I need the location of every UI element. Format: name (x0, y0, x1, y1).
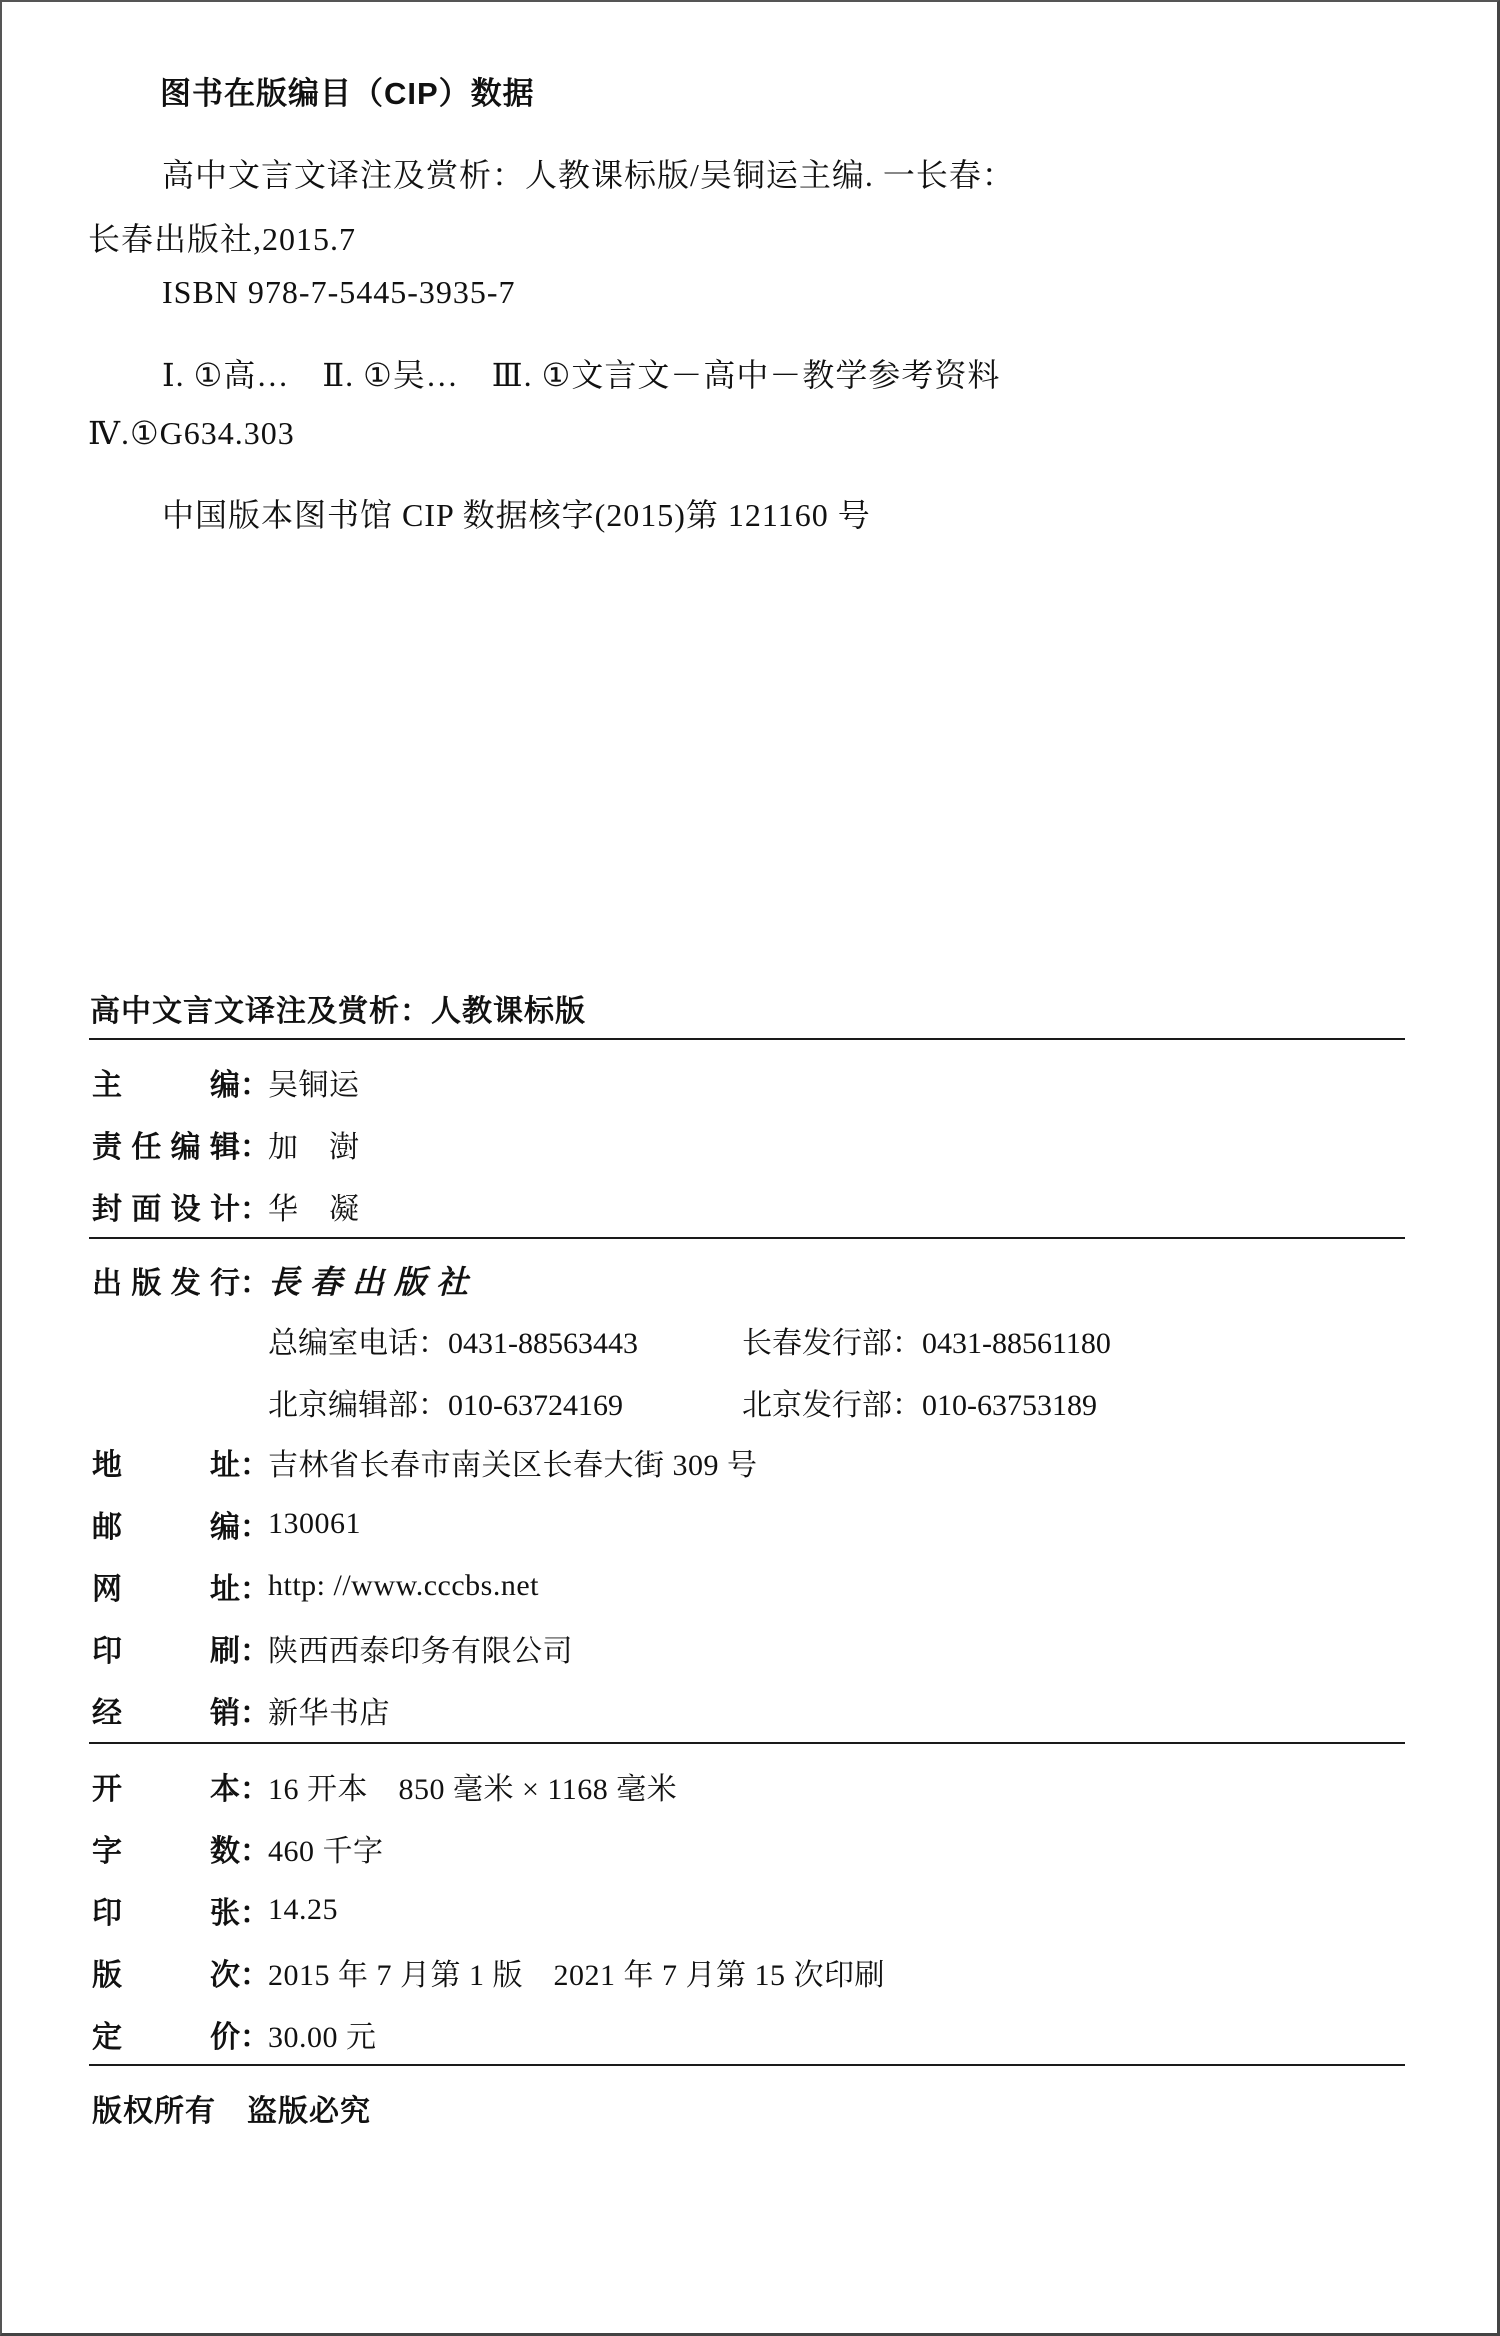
field-value: 陕西西泰印务有限公司 (268, 1635, 573, 1668)
spec-price: 定 价 ： 30.00 元 (92, 2014, 377, 2054)
credit-editor-in-chief: 主 编 ： 吴铜运 (92, 1062, 360, 1102)
divider (89, 2064, 1405, 2066)
field-value: 16 开本 850 毫米 × 1168 毫米 (268, 1773, 678, 1806)
field-value: 130061 (268, 1507, 361, 1540)
phone-number: 010-63753189 (922, 1389, 1097, 1422)
field-label: 网 址 (92, 1573, 240, 1606)
divider (89, 1038, 1405, 1040)
contact-line: 北京发行部：010-63753189 (742, 1389, 1097, 1422)
publisher-row: 出 版 发 行 ： 長春出版社 (92, 1260, 478, 1300)
publisher-logo: 長春出版社 (268, 1263, 479, 1301)
field-label: 地 址 (92, 1449, 240, 1482)
spec-printed-sheets: 印 张 ： 14.25 (92, 1890, 338, 1930)
spec-format: 开 本 ： 16 开本 850 毫米 × 1168 毫米 (92, 1766, 677, 1806)
detail-website: 网 址 ： http: //www.cccbs.net (92, 1566, 539, 1606)
field-value: 30.00 元 (268, 2021, 377, 2054)
field-label: 责 任 编 辑 (92, 1131, 240, 1164)
divider (89, 1742, 1405, 1744)
cip-classification-cont: Ⅳ.①G634.303 (88, 415, 295, 451)
divider (89, 1237, 1405, 1239)
detail-address: 地 址 ： 吉林省长春市南关区长春大街 309 号 (92, 1442, 758, 1482)
field-value: 14.25 (268, 1893, 338, 1926)
detail-postcode: 邮 编 ： 130061 (92, 1504, 361, 1544)
contact-line: 北京编辑部：010-63724169 (268, 1389, 623, 1422)
field-value: 华 凝 (268, 1193, 360, 1226)
phone-number: 010-63724169 (448, 1389, 623, 1422)
cip-isbn: ISBN 978-7-5445-3935-7 (162, 274, 516, 310)
spec-word-count: 字 数 ： 460 千字 (92, 1828, 384, 1868)
field-label: 定 价 (92, 2021, 240, 2054)
book-title: 高中文言文译注及赏析：人教课标版 (90, 995, 586, 1028)
field-value: 新华书店 (268, 1697, 390, 1730)
field-label: 封 面 设 计 (92, 1193, 240, 1226)
contact-line: 长春发行部：0431-88561180 (742, 1327, 1111, 1360)
detail-printer: 印 刷 ： 陕西西泰印务有限公司 (92, 1628, 573, 1668)
cip-title-line: 高中文言文译注及赏析：人教课标版/吴铜运主编. 一长春： (162, 157, 1015, 193)
field-value: 加 澍 (268, 1131, 360, 1164)
field-label: 印 张 (92, 1897, 240, 1930)
field-label: 开 本 (92, 1773, 240, 1806)
detail-distributor: 经 销 ： 新华书店 (92, 1690, 390, 1730)
phone-number: 0431-88561180 (922, 1327, 1111, 1360)
field-value: 吴铜运 (268, 1069, 360, 1102)
copyright-notice: 版权所有 盗版必究 (92, 2095, 371, 2128)
field-label: 主 编 (92, 1069, 240, 1102)
spec-edition: 版 次 ： 2015 年 7 月第 1 版 2021 年 7 月第 15 次印刷 (92, 1952, 885, 1992)
field-label: 印 刷 (92, 1635, 240, 1668)
field-value: 460 千字 (268, 1835, 384, 1868)
cip-record-number: 中国版本图书馆 CIP 数据核字(2015)第 121160 号 (162, 497, 871, 533)
field-label: 版 次 (92, 1959, 240, 1992)
field-value: 2015 年 7 月第 1 版 2021 年 7 月第 15 次印刷 (268, 1959, 885, 1992)
cip-publisher-line: 长春出版社,2015.7 (88, 221, 357, 257)
cip-heading: 图书在版编目（CIP）数据 (160, 76, 535, 111)
website-link[interactable]: http: //www.cccbs.net (268, 1569, 539, 1602)
field-label: 字 数 (92, 1835, 240, 1868)
contact-line: 总编室电话：0431-88563443 (268, 1327, 638, 1360)
phone-number: 0431-88563443 (448, 1327, 638, 1360)
credit-responsible-editor: 责 任 编 辑 ： 加 澍 (92, 1124, 360, 1164)
field-label: 邮 编 (92, 1511, 240, 1544)
field-value: 吉林省长春市南关区长春大街 309 号 (268, 1449, 758, 1482)
field-label: 出 版 发 行 (92, 1267, 240, 1300)
cip-classification: Ⅰ. ①高… Ⅱ. ①吴… Ⅲ. ①文言文－高中－教学参考资料 (162, 357, 1001, 393)
field-label: 经 销 (92, 1697, 240, 1730)
credit-cover-design: 封 面 设 计 ： 华 凝 (92, 1186, 360, 1226)
